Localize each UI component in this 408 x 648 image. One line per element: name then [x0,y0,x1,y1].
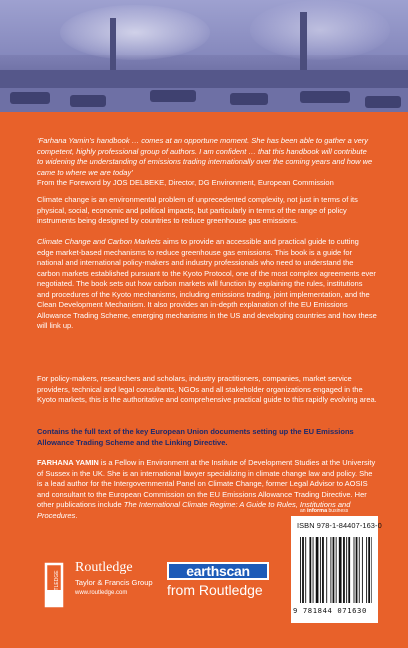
informa-brand: informa [306,508,328,514]
informa-business-label [300,508,348,514]
routledge-side-label: ROUTLEDGE [54,570,60,602]
description-text: aims to provide an accessible and practical guide to cutting edge market-based mechanisms to reduce greenhouse gas emissions. This book is a guide for national and international policy-makers and industry professionals who need to understand the carbon markets established pursuant to the Kyoto Protocol, one of the most complex agreements ever negotiated. The book sets out how carbon markets will function by explaining the rules, institutions and procedures of the Kyoto mechanisms, including emissions trading, joint implementation, and the Clean Development Mechanism. It also provides an in-depth explanation of the EU Emissions Allowance Trading Scheme, emerging mechanisms in the US and developing countries and how these will link up. [37,237,377,330]
cover-photo-traffic-emissions [0,0,408,112]
isbn-text: ISBN 978-1-84407-163-0 [297,521,382,530]
author-bio-end: . [75,510,78,520]
audience-paragraph: For policy-makers, researchers and scholars, industry practitioners, companies, market service providers, technical and legal consultants, NGOs and all stakeholder organizations engaged in the Kyoto markets, this is the authoritative and comprehensive practical guide to this rapidly evolving area. [37,374,377,404]
isbn-barcode [291,516,382,623]
intro-paragraph: Climate change is an environmental problem of unprecedented complexity, not just in terms of its physical, social, economic and political impacts, but particularly in terms of the range of policy instruments being designed by countries to reduce greenhouse gas emissions. [37,195,358,225]
book-title: Climate Change and Carbon Markets [37,237,161,246]
quote-text: ‘Farhana Yamin’s handbook … comes at an opportune moment. She has been able to gather a very competent, highly professional group of authors. I am confident … that this handbook will contribute to widening the understanding of emissions trading internationally over the coming years and how we came to where we are today’ [37,136,373,177]
taylor-francis-label: Taylor & Francis Group [75,578,153,587]
contents-highlight: Contains the full text of the key European Union documents setting up the EU Emissions Allowance Trading Scheme and the Linking Directive. [37,427,354,447]
earthscan-logo: earthscan [167,562,269,580]
routledge-url: www.routledge.com [75,590,128,596]
quote-attribution: From the Foreword by JOS DELBEKE, Director, DG Environment, European Commission [37,178,334,188]
barcode-icon [300,537,372,603]
description-paragraph [37,237,377,332]
other-publication-title: The International Climate Regime: A Guide to Rules, Institutions and Procedures [37,500,351,520]
informa-suffix: business [327,508,349,514]
author-bio-text: is a Fellow in Environment at the Institute of Development Studies at the University of Sussex in the UK. She is an international lawyer specializing in climate change law and policy. She is a lead author for the Intergovernmental Panel on Climate Change, former Legal Advisor to AOSIS and consultant to the European Commission on the EU Emissions Allowance Trading Directive. Her other publications include [37,458,376,509]
informa-prefix: an [300,508,307,514]
author-name: FARHANA YAMIN [37,458,99,467]
from-routledge-label: from Routledge [167,582,263,598]
routledge-name: Routledge [75,560,133,575]
routledge-logo-icon [44,558,70,613]
endorsement-quote [37,136,375,189]
barcode-digits: 9 781844 071630 [293,606,367,615]
